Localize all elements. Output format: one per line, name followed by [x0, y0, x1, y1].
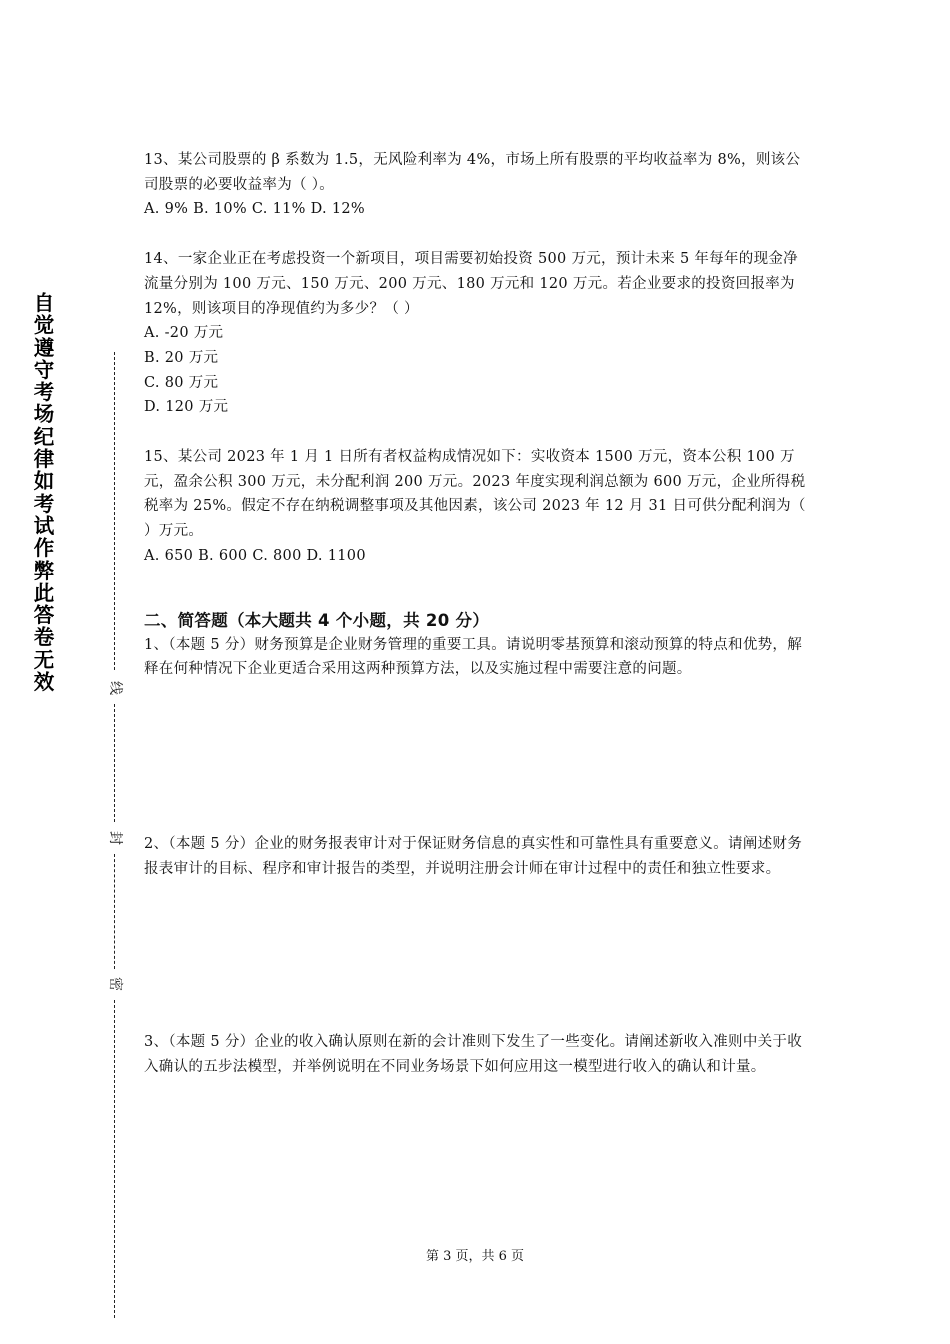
question-15-text: 15、某公司 2023 年 1 月 1 日所有者权益构成情况如下：实收资本 1500 万元，资本公积 100 万元，盈余公积 300 万元，未分配利润 200 万元。2023 年度实现利润总额为 600 万元，企业所得税税率为 25%。假定不存在纳税调整事项及其他因素，该公司 2023 年 12 月 31 日可供分配利润为（ ）万元。 — [144, 449, 806, 540]
short-answer-2-text: 2、（本题 5 分）企业的财务报表审计对于保证财务信息的真实性和可靠性具有重要意义。请阐述财务报表审计的目标、程序和审计报告的类型，并说明注册会计师在审计过程中的责任和独立性要求。 — [144, 835, 803, 877]
binding-dashed-line — [114, 1000, 115, 1318]
short-answer-3 — [144, 1030, 812, 1079]
exam-content — [144, 148, 812, 1080]
question-14-option-c: C. 80 万元 — [144, 374, 219, 391]
binding-dashed-line — [114, 352, 115, 670]
question-14 — [144, 247, 812, 420]
question-13-text: 13、某公司股票的 β 系数为 1.5，无风险利率为 4%，市场上所有股票的平均收益率为 8%，则该公司股票的必要收益率为（ ）。 — [144, 152, 801, 193]
question-14-option-d: D. 120 万元 — [144, 399, 229, 416]
question-14-option-b: B. 20 万元 — [144, 349, 219, 366]
question-14-text: 14、一家企业正在考虑投资一个新项目，项目需要初始投资 500 万元，预计未来 5 年每年的现金净流量分别为 100 万元、150 万元、200 万元、180 万元和 120 万元。若企业要求的投资回报率为 12%，则该项目的净现值约为多少？（ ） — [144, 251, 798, 317]
line-mark: 线 — [107, 681, 123, 695]
page-number: 第 3 页，共 6 页 — [425, 1249, 525, 1264]
question-13 — [144, 148, 812, 222]
short-answer-2 — [144, 832, 812, 881]
secret-mark: 密 — [107, 977, 123, 991]
seal-mark: 封 — [107, 831, 123, 845]
short-answer-3-text: 3、（本题 5 分）企业的收入确认原则在新的会计准则下发生了一些变化。请阐述新收入准则中关于收入确认的五步法模型，并举例说明在不同业务场景下如何应用这一模型进行收入的确认和计量。 — [144, 1034, 803, 1076]
exam-discipline-warning: 自觉遵守考场纪律如考试作弊此答卷无效 — [33, 291, 55, 695]
binding-dashed-line — [114, 704, 115, 822]
short-answer-1 — [144, 633, 812, 682]
question-15-options: A. 650 B. 600 C. 800 D. 1100 — [144, 547, 366, 564]
question-14-option-a: A. -20 万元 — [144, 325, 224, 342]
short-answer-1-text: 1、（本题 5 分）财务预算是企业财务管理的重要工具。请说明零基预算和滚动预算的特点和优势，解释在何种情况下企业更适合采用这两种预算方法，以及实施过程中需要注意的问题。 — [144, 636, 803, 678]
question-15 — [144, 445, 812, 569]
section-2-title: 二、简答题（本大题共 4 个小题，共 20 分） — [144, 610, 490, 630]
answer-space-2 — [144, 881, 812, 1030]
binding-dashed-line — [114, 854, 115, 969]
answer-space-1 — [144, 682, 812, 832]
question-13-options: A. 9% B. 10% C. 11% D. 12% — [144, 201, 366, 218]
